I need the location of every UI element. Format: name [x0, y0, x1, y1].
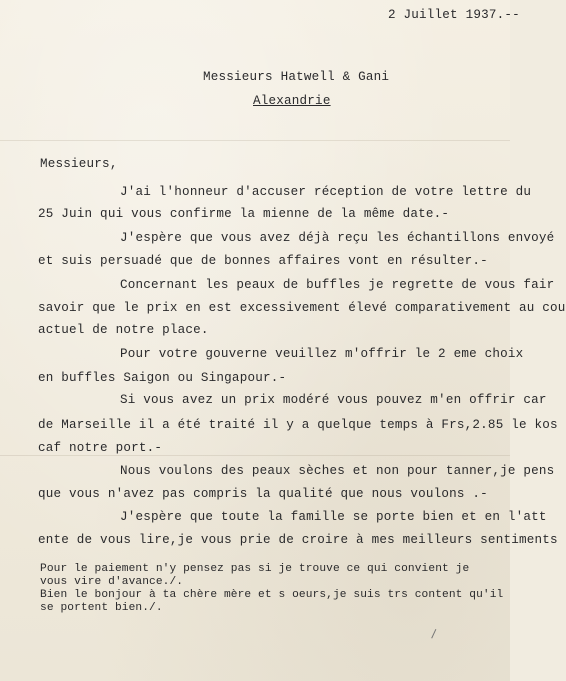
recipient-name: Messieurs Hatwell & Gani [203, 70, 390, 84]
body-line: en buffles Saigon ou Singapour.- [38, 371, 287, 385]
salutation: Messieurs, [40, 157, 118, 171]
body-line: J'espère que vous avez déjà reçu les échantillons envoyé [120, 231, 555, 245]
body-line: actuel de notre place. [38, 323, 209, 337]
body-line: Si vous avez un prix modéré vous pouvez m'en offrir car [120, 393, 547, 407]
body-line: ente de vous lire,je vous prie de croire à mes meilleurs sentiments [38, 533, 558, 547]
body-line: et suis persuadé que de bonnes affaires vont en résulter.- [38, 254, 488, 268]
body-line: Pour votre gouverne veuillez m'offrir le 2 eme choix [120, 347, 524, 361]
recipient-city: Alexandrie [253, 94, 331, 108]
body-line: caf notre port.- [38, 441, 163, 455]
letter-date: 2 Juillet 1937.-- [388, 8, 520, 22]
paper-crease [0, 140, 510, 141]
postscript-line: Pour le paiement n'y pensez pas si je trouve ce qui convient je [40, 563, 470, 575]
body-line: J'espère que toute la famille se porte bien et en l'att [120, 510, 547, 524]
body-line: de Marseille il a été traité il y a quelque temps à Frs,2.85 le kos [38, 418, 558, 432]
body-line: 25 Juin qui vous confirme la mienne de la même date.- [38, 207, 450, 221]
pen-mark [431, 629, 442, 641]
postscript-line: vous vire d'avance./. [40, 576, 184, 588]
postscript-line: Bien le bonjour à ta chère mère et s oeurs,je suis trs content qu'il [40, 589, 504, 601]
body-line: J'ai l'honneur d'accuser réception de votre lettre du [120, 185, 532, 199]
paper-crease [0, 455, 510, 456]
body-line: Nous voulons des peaux sèches et non pour tanner,je pens [120, 464, 555, 478]
body-line: savoir que le prix en est excessivement élevé comparativement au cou [38, 301, 566, 315]
body-line: que vous n'avez pas compris la qualité que nous voulons .- [38, 487, 488, 501]
postscript-line: se portent bien./. [40, 602, 163, 614]
body-line: Concernant les peaux de buffles je regrette de vous fair [120, 278, 555, 292]
